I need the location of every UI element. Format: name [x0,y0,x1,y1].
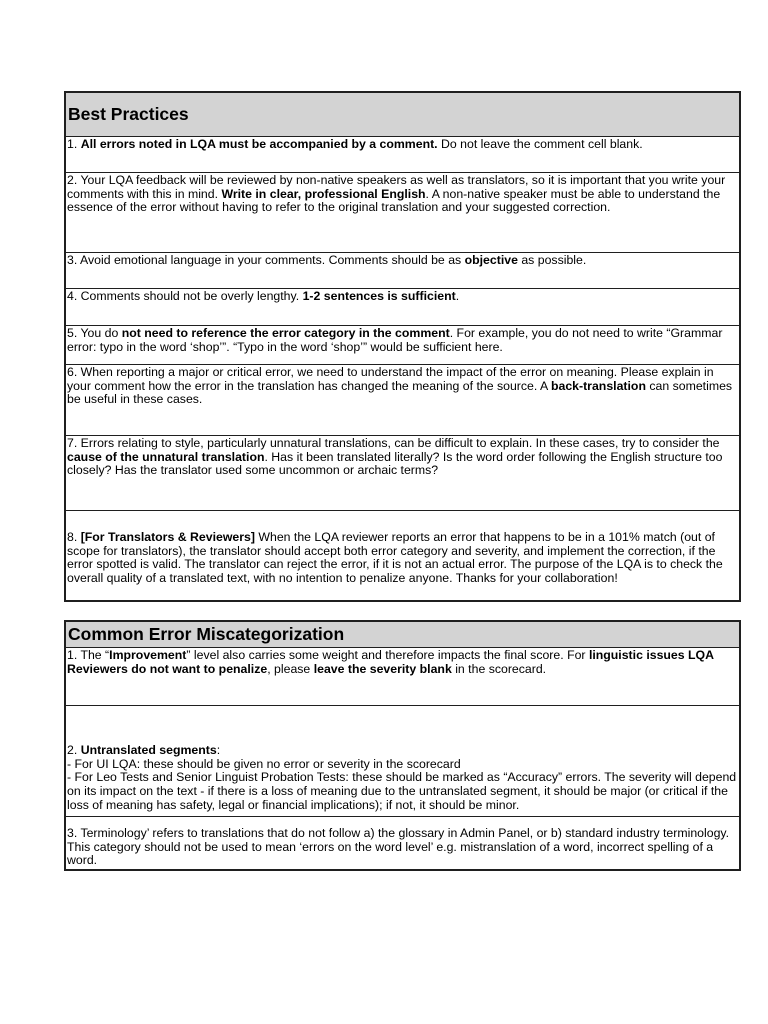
text: , please [267,661,314,676]
text: 2. [67,743,81,757]
best-practice-item [66,253,739,289]
best-practices-title: Best Practices [66,93,739,137]
text: Do not leave the comment cell blank. [437,137,643,151]
text: 7. Errors relating to style, particularly unnatural translations, can be difficult to explain. In these cases, try to consider the [67,436,720,450]
text: 3. Terminology’ refers to translations that do not follow a) the glossary in Admin Panel, or b) standard industry terminology. This category should not be used to mean ‘errors on the word level’ e.g. mistranslation of a word, incorrect spelling of a word. [67,826,730,868]
text: . For example, you do not need to write “Grammar error: typo in the word ‘shop’”. “Typo in the word ‘shop’” would be sufficient here. [67,326,723,354]
best-practices-table [64,91,741,602]
miscategorization-item [66,817,739,868]
text: 2. Your LQA feedback will be reviewed by non-native speakers as well as translators, so it is important that you write your comments with this in mind. [67,173,726,201]
text: 3. Avoid emotional language in your comments. Comments should be as [67,253,465,267]
best-practice-item [66,511,739,586]
best-practice-item [66,289,739,326]
bold-text: Untranslated segments [80,743,217,757]
best-practice-item [66,173,739,253]
bold-text: back-translation [550,378,646,393]
miscategorization-title: Common Error Miscategorization [66,622,739,648]
miscategorization-item [66,648,739,706]
text: 4. Comments should not be overly lengthy. [67,289,303,303]
text: as possible. [517,253,587,267]
best-practice-item [66,137,739,173]
miscategorization-item [66,706,739,817]
text: . [455,289,460,303]
bold-text: not need to reference the error category in the comment [121,326,450,340]
text: 8. [67,530,81,544]
text: . Has it been translated literally? Is the word order following the English structure too closely? Has the translator used some uncommon or archaic terms? [67,449,723,478]
text: 1. The “ [67,648,110,662]
bold-text: cause of the unnatural translation [67,449,265,464]
bold-text: objective [464,253,518,267]
text: 5. You do [67,326,122,340]
text: can sometimes be useful in these cases. [67,378,733,407]
text: in the scorecard. [451,661,547,676]
bold-text: leave the severity blank [313,661,452,676]
best-practice-item [66,365,739,436]
text: 1. [67,137,81,151]
text: 6. When reporting a major or critical error, we need to understand the impact of the error on meaning. Please explain in your comment how the error in the translation has changed the meaning of the source. A [67,365,714,393]
best-practice-item [66,436,739,511]
bold-text: [For Translators & Reviewers] [80,530,255,544]
text: - For Leo Tests and Senior Linguist Probation Tests: these should be marked as “Accuracy” errors. The severity will depend on its impact on the text - if there is a loss of meaning due to the untranslated segment, it should be major (or critical if the loss of meaning has safety, legal or financial implications); if not, it should be minor. [67,770,737,812]
text: When the LQA reviewer reports an error that happens to be in a 101% match (out of scope for translators), the translator should accept both error category and severity, and implement the correction, if the error spotted is valid. The translator can reject the error, if it is not an actual error. The purpose of the LQA is to check the overall quality of a translated text, with no intention to penalize anyone. Thanks for your collaboration! [67,530,723,586]
bold-text: linguistic issues LQA Reviewers do not want to penalize [67,648,714,676]
text: : [216,743,221,757]
bold-text: All errors noted in LQA must be accompanied by a comment. [80,137,438,151]
bold-text: Improvement [109,648,187,662]
text: . A non-native speaker must be able to understand the essence of the error without having to refer to the original translation and your suggested correction. [67,186,721,215]
miscategorization-table [64,620,741,871]
text: ” level also carries some weight and therefore impacts the final score. For [186,648,589,662]
bold-text: 1-2 sentences is sufficient [302,289,456,303]
text: - For UI LQA: these should be given no error or severity in the scorecard [67,756,461,771]
bold-text: Write in clear, professional English [221,186,426,201]
best-practice-item [66,326,739,365]
